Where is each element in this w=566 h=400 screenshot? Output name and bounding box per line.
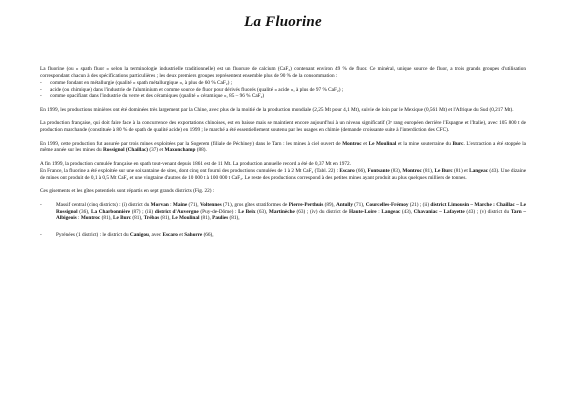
list-item: - acide (ou chimique) dans l'industrie de l'aluminium et comme source de fluor pour dérivés fluorés (qualité « acide », à plus de 97 % CaF₂) ; — [40, 87, 526, 94]
paragraph-in-france: En France, la fluorine a été exploitée sur une soixantaine de sites, dont cinq ont fourni des productions cumulées de 1 à 2 Mt CaF₂ (Tabl. 22) : Escaro (66), Fontsante (83), Montroc (81), Le Burc (81) et Langeac (43). Une dizaine de mines ont produit de 0,1 à 0,5 Mt CaF₂ et une vingtaine d'autres de 10 000 t à 100 000 t CaF₂. Le reste des productions correspond à des petites mines ayant produit au plus quelques milliers de tonnes. — [40, 167, 527, 181]
district-pyrenees: - Pyrénées (1 district) : le district du Canigou, avec Escaro et Sahorre (66), — [40, 232, 526, 239]
intro-paragraph: La fluorine (ou « spath fluor » selon la terminologie industrielle traditionnelle) est un fluorure de calcium (CaF₂) contenant environ 49 % de fluor. Ce minéral, unique source de fluor, a trois grands groupes d'utilisation correspondant chacun à des spécifications particulières ; les deux premiers groupes représentent ensemble plus de 90 % de la consommation : — [40, 66, 526, 79]
paragraph-french-production: La production française, qui doit faire face à la concurrence des exportations chinoises, est en baisse mais se maintient encore aujourd'hui à un niveau significatif (3ᵉ rang européen derrière l'Espagne et l'Italie), avec 105 800 t de production marchande (constituée à 80 % de spath de qualité acide) en 1999 ; le marché a été essentiellement soutenu par les usages en chimie (demande croissante suite à l'interdiction des CFC). — [40, 120, 526, 134]
paragraph-1999-sogerem: En 1999, cette production fut assurée par trois mines exploitées par la Sogerem (filiale de Péchiney) dans le Tarn : les mines à ciel ouvert de Montroc et Le Moulinal et la mine souterraine du Burc. L'extraction a été stoppée la même année sur les mines du Rossignol (Chaillac) (37) et Maxonchamp (88). — [40, 140, 526, 154]
uses-list — [40, 80, 526, 101]
list-item: - comme fondant en métallurgie (qualité « spath métallurgique », à plus de 60 % CaF₂) ; — [40, 80, 526, 87]
paragraph-end-1999: A fin 1999, la production cumulée française en spath tout-venant depuis 1861 est de 11 Mt. La production annuelle record a été de 0,37 Mt en 1972. — [40, 160, 351, 167]
paragraph-districts: Ces gisements et les gîtes potentiels sont répartis en sept grands districts (Fig. 22) : — [40, 187, 215, 194]
page-title: La Fluorine — [244, 14, 322, 30]
document-body — [40, 66, 526, 249]
list-item: - comme opacifiant dans l'industrie du verre et des céramiques (qualité « céramique », 85 – 96 % CaF₂) — [40, 93, 526, 100]
district-massif-central: - Massif central (cinq districts) : (i) district du Morvan : Maine (71), Voltennes (71), gros gîtes stratiformes de Pierre-Perthuis (89), Antully (71), Courcelles-Frémoy (21) ; (ii) district Limousin – Marche : Chaillac – Le Rossignol (36), La Charbonnière (87) ; (iii) district d'Auvergne (Puy-de-Dôme) : Le Beix (63), Martinèche (63) ; (iv) du district de Haute-Loire : Langeac (43), Chavaniac – Lafayette (43) ; (v) district du Tarn – Albigeois : Montroc (81), Le Burc (81), Trébas (81), Le Moulinal (81), Paulies (81), — [40, 202, 526, 223]
districts-list — [40, 202, 526, 239]
paragraph-1999-world: En 1999, les productions minières ont été dominées très largement par la Chine, avec plus de la moitié de la production mondiale (2,25 Mt pour 4,1 Mt), suivie de loin par le Mexique (0,561 Mt) et l'Afrique du Sud (0,217 Mt). — [40, 106, 514, 113]
